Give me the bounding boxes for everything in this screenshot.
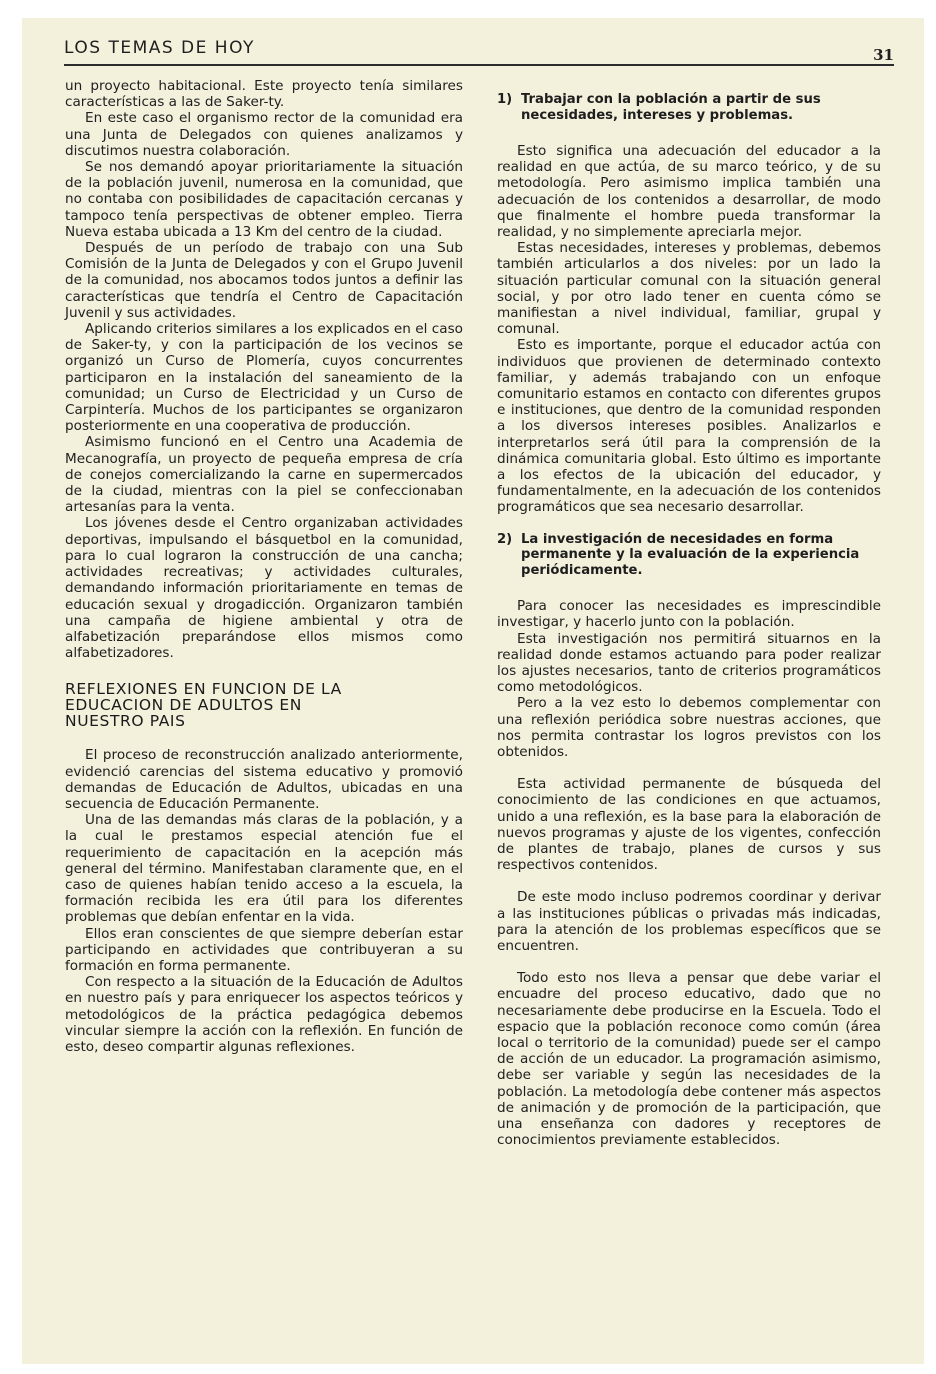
paragraph: Ellos eran conscientes de que siempre deberían estar participando en actividades que contribuyeran a su formación en forma permanente. (65, 925, 463, 974)
section-heading-line: REFLEXIONES EN FUNCION DE LA (65, 680, 342, 699)
paragraph: Asimismo funcionó en el Centro una Academia de Mecanografía, un proyecto de pequeña empresa de cría de conejos comercializando la carne en supermercados de la ciudad, mientras con la piel se confeccionaban artesanías para la venta. (65, 434, 463, 516)
paragraph: un proyecto habitacional. Este proyecto tenía similares características a las de Saker-ty. (65, 78, 463, 111)
paragraph: Esta investigación nos permitirá situarnos en la realidad donde estamos actuando para poder realizar los ajustes necesarios, tanto de criterios programáticos como metodológicos. (497, 630, 881, 696)
paragraph: El proceso de reconstrucción analizado anteriormente, evidenció carencias del sistema educativo y promovió demandas de Educación de Adultos, ubicadas en una secuencia de Educación Permanente. (65, 747, 463, 812)
section-heading (65, 681, 463, 729)
paragraph: Se nos demandó apoyar prioritariamente la situación de la población juvenil, numerosa en la comunidad, que no contaba con posibilidades de capacitación cercanas y tampoco tenía perspectivas de obtener empleo. Tierra Nueva estaba ubicada a 13 Km del centro de la ciudad. (65, 159, 463, 240)
right-column (497, 78, 881, 1148)
paragraph: Todo esto nos lleva a pensar que debe variar el encuadre del proceso educativo, dado que no necesariamente debe producirse en la Escuela. Todo el espacio que la población reconoce como común (área local o territorio de la comunidad) puede ser el campo de acción de un educador. La programación asimismo, debe ser variable y según las necesidades de la población. La metodología debe contener más aspectos de animación y de promoción de la participación, que una enseñanza con dadores y receptores de conocimientos previamente establecidos. (497, 970, 881, 1149)
paragraph: Esto significa una adecuación del educador a la realidad en que actúa, de su marco teórico, y de su metodología. Pero asimismo implica también una adecuación de los contenidos a desarrollar, de modo que finalmente el hombre pueda transformar la realidad, y no simplemente apreciarla mejor. (497, 143, 881, 241)
paragraph: Después de un período de trabajo con una Sub Comisión de la Junta de Delegados y con el Grupo Juvenil de la comunidad, nos abocamos todos juntos a definir las características que tendría el Centro de Capacitación Juvenil y sus actividades. (65, 240, 463, 321)
paragraph: Aplicando criterios similares a los explicados en el caso de Saker-ty, y con la participación de los vecinos se organizó un Curso de Plomería, cuyos concurrentes participaron en la instalación del saneamiento de la comunidad; un Curso de Electricidad y un Curso de Carpintería. Muchos de los participantes se organizaron posteriormente en una cooperativa de producción. (65, 321, 463, 435)
paragraph: Pero a la vez esto lo debemos complementar con una reflexión periódica sobre nuestras acciones, que nos permita contrastar los logros previstos con los obtenidos. (497, 695, 881, 760)
paragraph: Estas necesidades, intereses y problemas, debemos también articularlos a dos niveles: por un lado la situación particular comunal con la situación general social, y por otro lado tener en cuenta cómo se manifiestan a nivel individual, familiar, grupal y comunal. (497, 240, 881, 338)
spacer (497, 954, 881, 970)
running-title: LOS TEMAS DE HOY (64, 38, 255, 58)
point-text: Trabajar con la población a partir de sus necesidades, intereses y problemas. (521, 92, 821, 123)
paragraph: En este caso el organismo rector de la comunidad era una Junta de Delegados con quienes analizamos y discutimos nuestra colaboración. (65, 110, 463, 159)
paragraph: Esto es importante, porque el educador actúa con individuos que provienen de determinado contexto familiar, y además trabajando con un enfoque comunitario estamos en contacto con diferentes grupos e instituciones, que dentro de la comunidad responden a los diversos intereses posibles. Analizarlos e interpretarlos será útil para la comprensión de la dinámica comunitaria global. Esto último es importante a los efectos de la ubicación del educador, y fundamentalmente, en la adecuación de los contenidos programáticos que sea necesario desarrollar. (497, 337, 881, 516)
magazine-page (22, 18, 924, 1364)
left-column (65, 78, 463, 1055)
page-header (64, 36, 894, 66)
numbered-point-heading (497, 92, 881, 123)
paragraph: Para conocer las necesidades es imprescindible investigar, y hacerlo junto con la población. (497, 598, 881, 631)
paragraph: Los jóvenes desde el Centro organizaban actividades deportivas, impulsando el básquetbol en la comunidad, para lo cual lograron la construcción de una cancha; actividades recreativas; y actividades culturales, demandando información prioritariamente en temas de educación sexual y drogadicción. Organizaron también una campaña de higiene ambiental y otra de alfabetización preparándose ellos mismos como alfabetizadores. (65, 515, 463, 662)
paragraph: Esta actividad permanente de búsqueda del conocimiento de las condiciones en que actuamos, unido a una reflexión, es la base para la elaboración de nuevos programas y ajuste de los vigentes, confección de plantes de trabajo, planes de cursos y sus respectivos contenidos. (497, 776, 881, 874)
numbered-point-heading (497, 532, 881, 579)
paragraph: Con respecto a la situación de la Educación de Adultos en nuestro país y para enriquecer los aspectos teóricos y metodológicos de la práctica pedagógica debemos vincular siempre la acción con la reflexión. En función de esto, deseo compartir algunas reflexiones. (65, 974, 463, 1055)
paragraph: De este modo incluso podremos coordinar y derivar a las instituciones públicas o privadas más indicadas, para la atención de los problemas específicos que se encuentren. (497, 889, 881, 955)
spacer (497, 760, 881, 776)
point-number: 1) (497, 92, 513, 107)
section-heading-line: NUESTRO PAIS (65, 712, 186, 731)
point-number: 2) (497, 531, 513, 547)
paragraph: Una de las demandas más claras de la población, y a la cual le prestamos especial atención fue el requerimiento de capacitación en la acepción más general del término. Manifestaban claramente que, en el caso de quienes habían tenido acceso a la escuela, la formación recibida les era útil para los diferentes problemas que debían enfentar en la vida. (65, 812, 463, 926)
spacer (497, 873, 881, 889)
page-number: 31 (873, 46, 894, 64)
point-text: La investigación de necesidades en forma permanente y la evaluación de la experiencia periódicamente. (521, 531, 860, 578)
section-heading-line: EDUCACION DE ADULTOS EN (65, 696, 303, 715)
spacer (497, 516, 881, 532)
